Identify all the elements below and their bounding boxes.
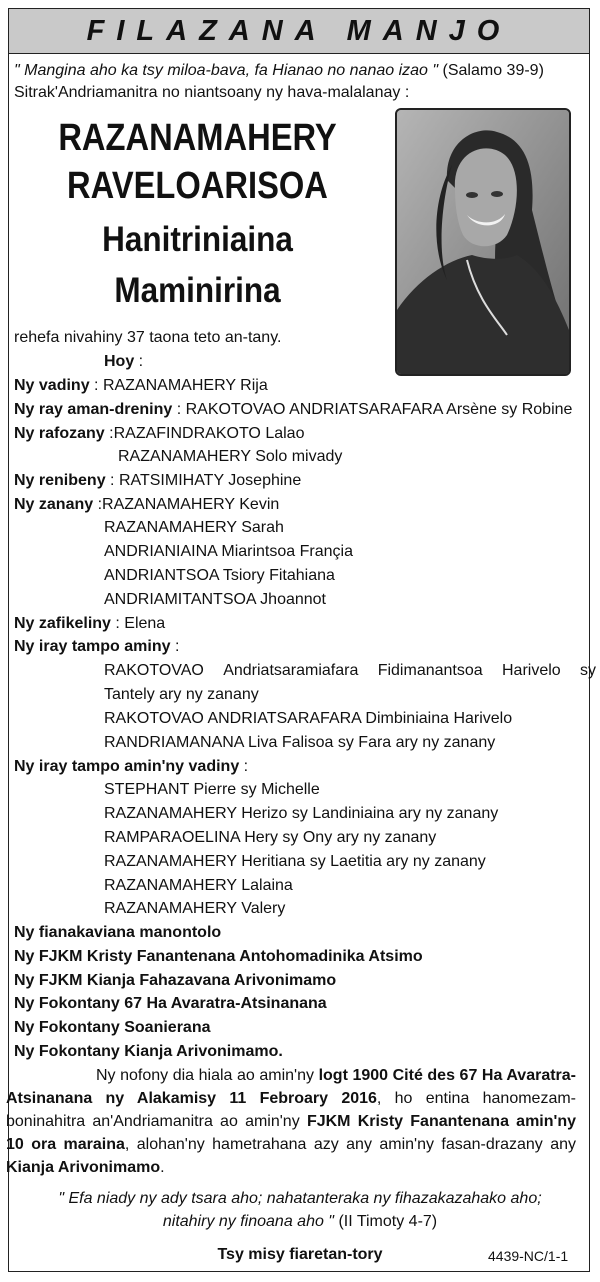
closing-verse-2 bbox=[0, 1210, 600, 1233]
zanany-text: RAZANAMAHERY Kevin bbox=[102, 496, 280, 513]
portrait-icon bbox=[397, 110, 569, 374]
zanany-sep: : bbox=[93, 496, 103, 513]
tampo-vadiny-row bbox=[14, 757, 248, 777]
hoy-line bbox=[104, 352, 143, 372]
announcement-p4: . bbox=[160, 1159, 165, 1176]
portrait-photo bbox=[395, 108, 571, 376]
ray-sep: : bbox=[172, 401, 186, 418]
tampo-vadiny-2: RAZANAMAHERY Herizo sy Landiniaina ary ny zanany bbox=[104, 805, 499, 822]
ray-label: Ny ray aman-dreniny bbox=[14, 401, 173, 418]
tampo-1b: Tantely ary ny zanany bbox=[104, 686, 259, 703]
announcement-b3: Kianja Arivonimamo bbox=[6, 1159, 161, 1176]
announcement-p1: Ny nofony dia hiala ao amin'ny bbox=[96, 1067, 319, 1084]
announcement-b2: FJKM Kristy Fanantenana amin'ny 10 ora maraina bbox=[6, 1113, 577, 1153]
reference-code: 4439-NC/1-1 bbox=[488, 1248, 569, 1264]
footer-text: Tsy misy fiaretan-tory bbox=[217, 1246, 383, 1263]
tampo-vadiny-sep: : bbox=[239, 758, 249, 775]
vadiny-sep: : bbox=[89, 377, 103, 394]
group-1: Ny fianakaviana manontolo bbox=[14, 924, 222, 941]
zafikeliny-text: Elena bbox=[124, 615, 166, 632]
closing-verse-1: " Efa niady ny ady tsara aho; nahatanteraka ny fihazakazahako aho; bbox=[58, 1190, 542, 1207]
intro-verse bbox=[14, 61, 544, 81]
tampo-2: RAKOTOVAO ANDRIATSARAFARA Dimbiniaina Harivelo bbox=[104, 710, 513, 727]
renibeny-label: Ny renibeny bbox=[14, 472, 106, 489]
hoy-label: Hoy bbox=[104, 353, 135, 370]
group-2: Ny FJKM Kristy Fanantenana Antohomadinika Atsimo bbox=[14, 948, 423, 965]
deceased-firstname-2: Maminirina bbox=[114, 271, 281, 310]
zanany-4: ANDRIANTSOA Tsiory Fitahiana bbox=[104, 567, 335, 584]
tampo-vadiny-3: RAMPARAOELINA Hery sy Ony ary ny zanany bbox=[104, 829, 437, 846]
deceased-name-2: RAVELOARISOA bbox=[67, 165, 328, 207]
renibeny-row bbox=[14, 471, 301, 491]
ray-row bbox=[14, 400, 572, 420]
zanany-3: ANDRIANIAINA Miarintsoa Françia bbox=[104, 543, 353, 560]
tampo-row bbox=[14, 637, 179, 657]
age-line: rehefa nivahiny 37 taona teto an-tany. bbox=[14, 329, 282, 346]
rafozany-2: RAZANAMAHERY Solo mivady bbox=[118, 448, 343, 465]
tampo-1: RAKOTOVAO Andriatsaramiafara Fidimanantsoa Harivelo sy bbox=[104, 662, 596, 679]
zanany-5: ANDRIAMITANTSOA Jhoannot bbox=[104, 591, 326, 608]
deceased-firstname-1: Hanitriniaina bbox=[102, 220, 293, 259]
rafozany-label: Ny rafozany bbox=[14, 425, 105, 442]
tampo-vadiny-label: Ny iray tampo amin'ny vadiny bbox=[14, 758, 240, 775]
tampo-3: RANDRIAMANANA Liva Falisoa sy Fara ary ny zanany bbox=[104, 734, 496, 751]
tampo-vadiny-6: RAZANAMAHERY Valery bbox=[104, 900, 286, 917]
vadiny-label: Ny vadiny bbox=[14, 377, 90, 394]
closing-verse-ref: (II Timoty 4-7) bbox=[338, 1213, 438, 1230]
zanany-row bbox=[14, 495, 279, 515]
tampo-vadiny-4: RAZANAMAHERY Heritiana sy Laetitia ary ny zanany bbox=[104, 853, 486, 870]
zafikeliny-sep: : bbox=[110, 615, 125, 632]
renibeny-sep: : bbox=[105, 472, 119, 489]
closing-verse-text: nitahiry ny finoana aho " bbox=[162, 1213, 334, 1230]
intro-verse-ref: (Salamo 39-9) bbox=[442, 62, 544, 79]
group-6: Ny Fokontany Kianja Arivonimamo. bbox=[14, 1043, 283, 1060]
hoy-colon: : bbox=[134, 353, 144, 370]
group-3: Ny FJKM Kianja Fahazavana Arivonimamo bbox=[14, 972, 337, 989]
rafozany-sep: : bbox=[104, 425, 114, 442]
header-title: FILAZANA MANJO bbox=[86, 14, 512, 47]
tampo-label: Ny iray tampo aminy bbox=[14, 638, 171, 655]
tampo-vadiny-1: STEPHANT Pierre sy Michelle bbox=[104, 781, 320, 798]
zafikeliny-label: Ny zafikeliny bbox=[14, 615, 111, 632]
announcement-p3: , alohan'ny hametrahana azy any amin'ny fasan-drazany any bbox=[124, 1136, 577, 1153]
tampo-vadiny-5: RAZANAMAHERY Lalaina bbox=[104, 877, 293, 894]
group-5: Ny Fokontany Soanierana bbox=[14, 1019, 211, 1036]
announcement-paragraph bbox=[6, 1064, 576, 1179]
zafikeliny-row bbox=[14, 614, 165, 634]
renibeny-text: RATSIMIHATY Josephine bbox=[118, 472, 302, 489]
group-4: Ny Fokontany 67 Ha Avaratra-Atsinanana bbox=[14, 995, 327, 1012]
vadiny-row bbox=[14, 376, 268, 396]
intro-verse-text: " Mangina aho ka tsy miloa-bava, fa Hianao no nanao izao " bbox=[14, 62, 439, 79]
ray-text: RAKOTOVAO ANDRIATSARAFARA Arsène sy Robine bbox=[185, 401, 573, 418]
deceased-surname: RAZANAMAHERY bbox=[58, 117, 337, 159]
intro-line: Sitrak'Andriamanitra no niantsoany ny hava-malalanay : bbox=[14, 84, 410, 101]
zanany-2: RAZANAMAHERY Sarah bbox=[104, 519, 284, 536]
tampo-sep: : bbox=[170, 638, 180, 655]
announcement-b1: logt 1900 Cité des 67 Ha Avaratra-Atsinanana ny Alakamisy 11 Febroary 2016 bbox=[6, 1067, 577, 1107]
header-bar bbox=[9, 9, 589, 54]
rafozany-row bbox=[14, 424, 304, 444]
zanany-label: Ny zanany bbox=[14, 496, 94, 513]
vadiny-text: RAZANAMAHERY Rija bbox=[102, 377, 268, 394]
announcement-p2: , ho entina hanomezam-boninahitra an'Andriamanitra ao amin'ny bbox=[6, 1090, 577, 1130]
rafozany-text: RAZAFINDRAKOTO Lalao bbox=[113, 425, 305, 442]
